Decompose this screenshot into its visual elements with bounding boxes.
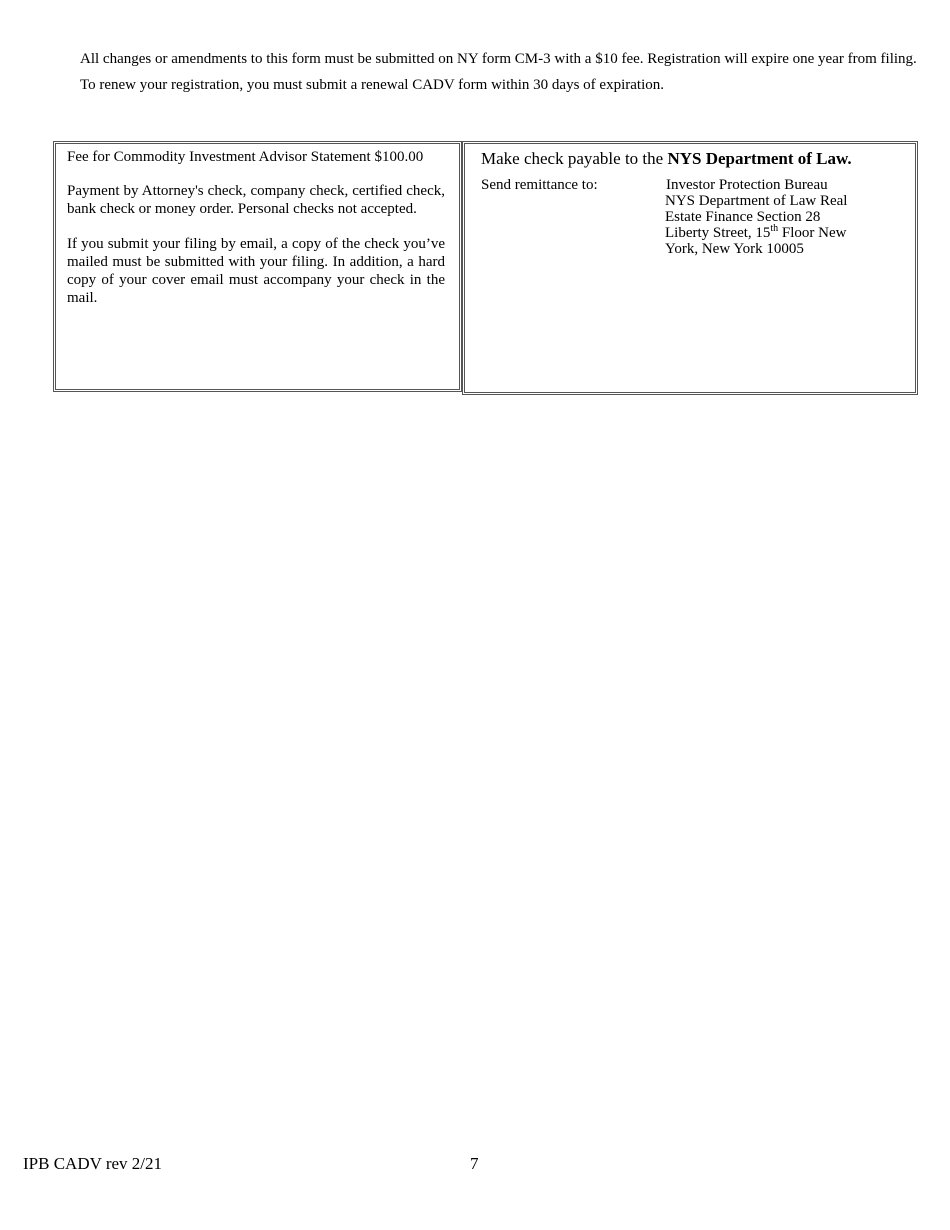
email-filing-note: If you submit your filing by email, a copy of the check you’ve mailed must be submitted with your filing. In addition, a hard copy of your cover email must accompany your check in the mail. [67, 235, 445, 307]
payable-to-line [481, 148, 901, 169]
payable-prefix: Make check payable to the [481, 149, 668, 168]
fee-amount-line: Fee for Commodity Investment Advisor Statement $100.00 [67, 149, 424, 165]
mailing-address [665, 177, 865, 257]
payment-methods-text: Payment by Attorney's check, company check, certified check, bank check or money order. Personal checks not accepted. [67, 183, 445, 218]
address-line-1: Investor Protection Bureau [666, 177, 828, 193]
address-line-5: York, New York 10005 [665, 241, 804, 257]
address-line-3: Estate Finance Section 28 [665, 209, 821, 225]
payee-name: NYS Department of Law. [667, 149, 852, 168]
page-number: 7 [470, 1154, 479, 1173]
send-remittance-label: Send remittance to: [481, 177, 598, 193]
form-revision-id: IPB CADV rev 2/21 [23, 1154, 162, 1173]
fee-info-box [53, 141, 462, 392]
intro-paragraph: All changes or amendments to this form must be submitted on NY form CM-3 with a $10 fee. Registration will expire one year from filing. To renew your registration, you must submit a renewal CADV form within 30 days of expiration. [80, 51, 917, 93]
address-line-4: Liberty Street, 15th Floor New [665, 223, 847, 241]
address-line-2: NYS Department of Law Real [665, 193, 848, 209]
remittance-box [462, 141, 918, 395]
